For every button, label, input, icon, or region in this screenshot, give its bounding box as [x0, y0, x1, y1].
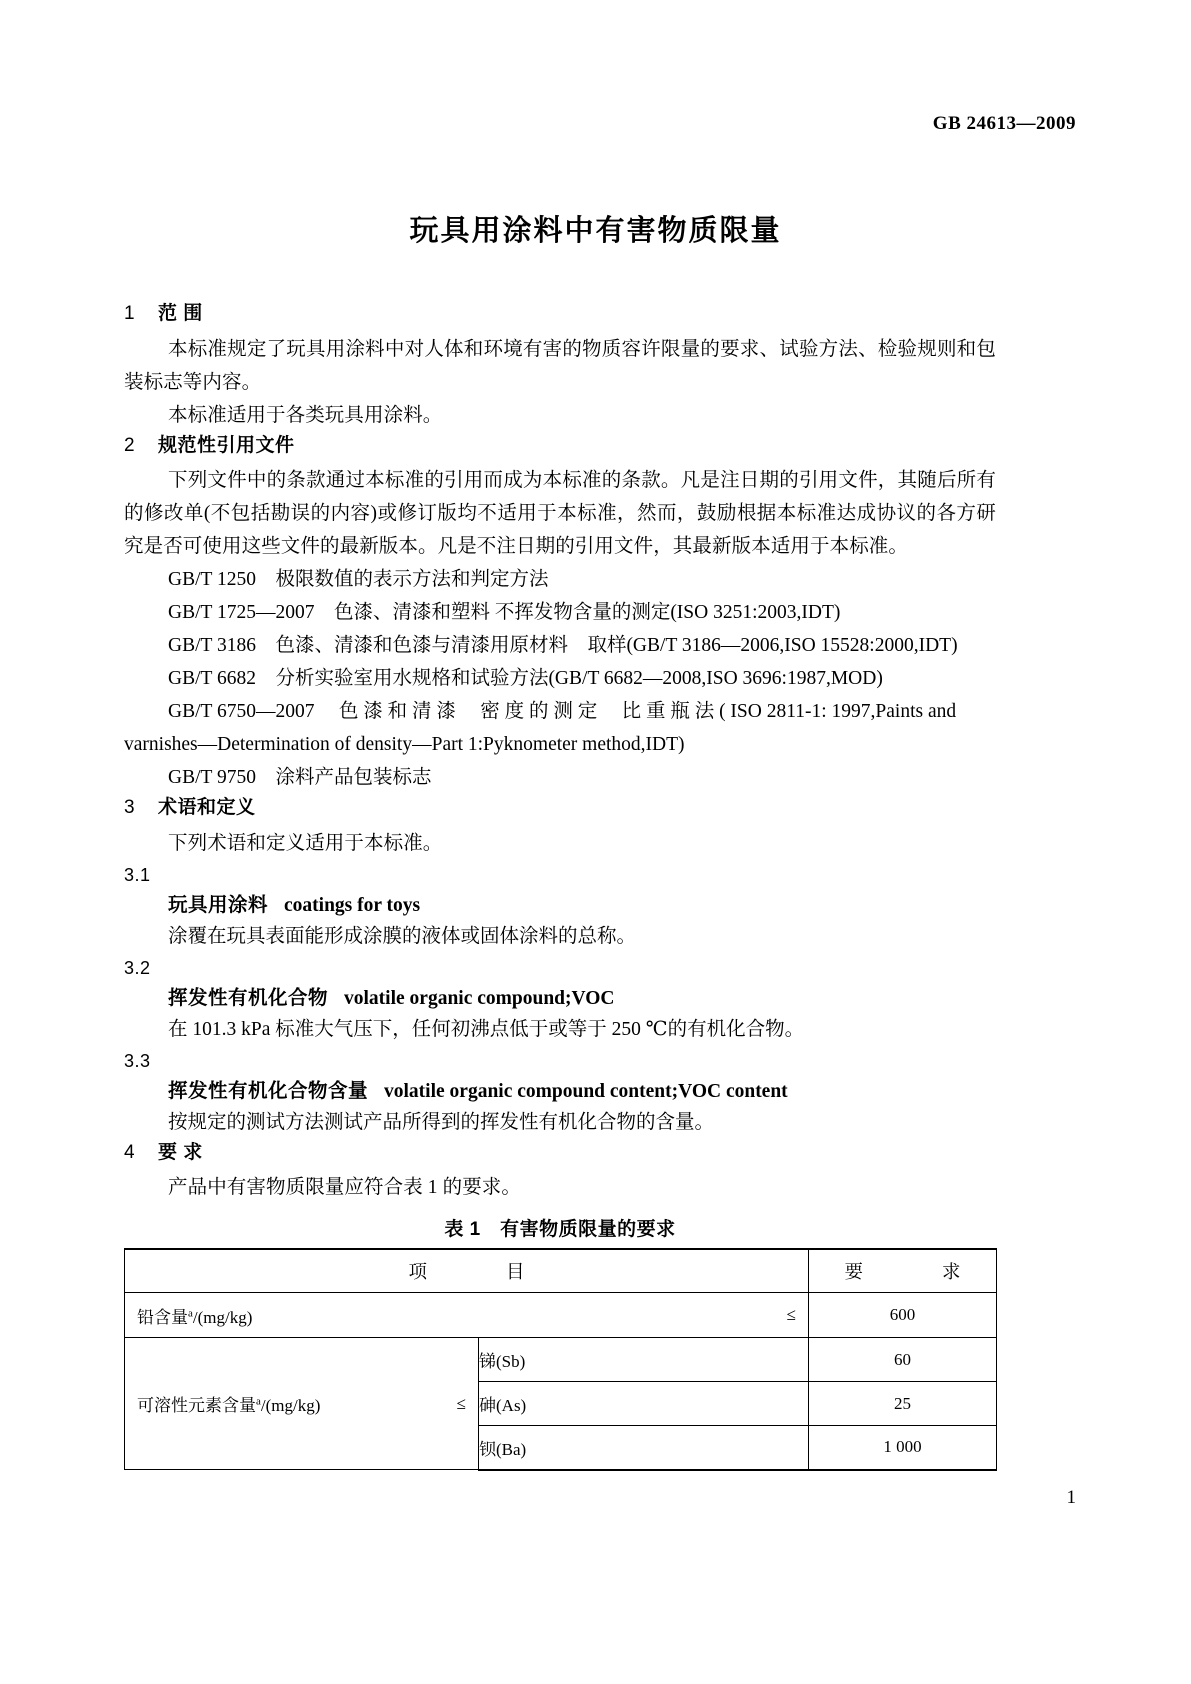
operator-soluble: ≤	[456, 1393, 466, 1413]
section-number-4: 4	[124, 1141, 136, 1163]
term-english: volatile organic compound;VOC	[344, 987, 615, 1009]
table-header-requirement: 要 求	[844, 1263, 975, 1283]
footnote-marker: a	[188, 1306, 193, 1319]
table-row	[125, 1338, 997, 1382]
clause-number-3-1: 3.1	[124, 864, 151, 885]
section-title-4: 要 求	[158, 1141, 203, 1163]
normative-reference-item: GB/T 1250 极限数值的表示方法和判定方法	[168, 569, 549, 590]
term-definition-3-1: 涂覆在玩具表面能形成涂膜的液体或固体涂料的总称。	[168, 925, 637, 947]
term-entry-3-1	[124, 890, 996, 921]
row-unit-soluble: /(mg/kg)	[260, 1396, 321, 1415]
section-2-paragraph-1: 下列文件中的条款通过本标准的引用而成为本标准的条款。凡是注日期的引用文件，其随后所有的修改单(不包括勘误的内容)或修订版均不适用于本标准，然而，鼓励根据本标准达成协议的各方研究是否可使用这些文件的最新版本。凡是不注日期的引用文件，其最新版本适用于本标准。	[124, 470, 996, 557]
section-number-3: 3	[124, 797, 136, 818]
section-heading-2	[124, 432, 996, 461]
table-header-item: 项 目	[408, 1263, 539, 1283]
table-caption: 表 1 有害物质限量的要求	[444, 1219, 676, 1240]
section-number-2: 2	[124, 434, 136, 456]
table-cell-soluble-elements	[125, 1338, 479, 1470]
harmful-substance-limits-table	[124, 1248, 997, 1471]
term-english: coatings for toys	[284, 894, 421, 916]
normative-reference-item: GB/T 3186 色漆、清漆和色漆与清漆用原材料 取样(GB/T 3186—2006,ISO 15528:2000,IDT)	[168, 635, 958, 656]
section-number-1: 1	[124, 303, 136, 324]
section-title-3: 术语和定义	[158, 797, 256, 818]
clause-number-3-3: 3.3	[124, 1050, 151, 1071]
term-definition-3-3: 按规定的测试方法测试产品所得到的挥发性有机化合物的含量。	[168, 1111, 715, 1133]
normative-reference-item: GB/T 6750—2007 色 漆 和 清 漆 密 度 的 测 定 比 重 瓶 法 ( ISO 2811-1: 1997,Paints and	[168, 701, 957, 722]
footnote-marker: a	[256, 1395, 261, 1408]
table-cell-subitem-value: 25	[809, 1382, 997, 1426]
term-chinese: 挥发性有机化合物	[168, 986, 329, 1009]
section-title-1: 范 围	[158, 303, 203, 324]
page-number: 1	[1066, 1487, 1076, 1508]
table-cell-subitem-name: 锑(Sb)	[479, 1338, 809, 1382]
section-3-paragraph-1: 下列术语和定义适用于本标准。	[168, 832, 443, 854]
operator-lead: ≤	[786, 1305, 797, 1324]
term-entry-3-3	[124, 1076, 996, 1107]
term-chinese: 玩具用涂料	[168, 893, 269, 916]
table-cell-value-lead: 600	[809, 1293, 997, 1338]
term-chinese: 挥发性有机化合物含量	[168, 1079, 369, 1102]
normative-reference-item: GB/T 6682 分析实验室用水规格和试验方法(GB/T 6682—2008,ISO 3696:1987,MOD)	[168, 668, 883, 689]
row-unit-lead: /(mg/kg)	[192, 1307, 253, 1327]
table-header-row	[125, 1249, 997, 1293]
term-entry-3-2	[124, 983, 996, 1014]
table-row	[125, 1293, 997, 1338]
table-cell-subitem-value: 1 000	[809, 1426, 997, 1470]
term-definition-3-2: 在 101.3 kPa 标准大气压下，任何初沸点低于或等于 250 ℃的有机化合物。	[168, 1018, 805, 1040]
section-title-2: 规范性引用文件	[158, 434, 295, 456]
normative-reference-item-continuation: varnishes—Determination of density—Part 1:Pyknometer method,IDT)	[124, 734, 685, 755]
normative-reference-item: GB/T 9750 涂料产品包装标志	[168, 767, 432, 788]
section-1-paragraph-1: 本标准规定了玩具用涂料中对人体和环境有害的物质容许限量的要求、试验方法、检验规则和包装标志等内容。	[124, 338, 996, 393]
row-label-soluble: 可溶性元素含量	[137, 1396, 256, 1415]
table-cell-subitem-value: 60	[809, 1338, 997, 1382]
table-cell-item-lead	[125, 1293, 809, 1338]
table-cell-subitem-name: 砷(As)	[479, 1382, 809, 1426]
page-title: 玩具用涂料中有害物质限量	[409, 215, 782, 247]
section-heading-4	[124, 1139, 996, 1168]
section-4-paragraph-1: 产品中有害物质限量应符合表 1 的要求。	[168, 1177, 522, 1198]
running-header-standard-code: GB 24613—2009	[932, 113, 1076, 134]
section-1-paragraph-2: 本标准适用于各类玩具用涂料。	[168, 404, 443, 426]
section-heading-1	[124, 300, 996, 329]
table-cell-subitem-name: 钡(Ba)	[479, 1426, 809, 1470]
document-body	[124, 300, 996, 1471]
clause-number-3-2: 3.2	[124, 957, 151, 978]
term-english: volatile organic compound content;VOC content	[384, 1080, 788, 1102]
normative-reference-item: GB/T 1725—2007 色漆、清漆和塑料 不挥发物含量的测定(ISO 3251:2003,IDT)	[168, 602, 841, 623]
section-heading-3	[124, 794, 996, 823]
row-label-lead: 铅含量	[137, 1307, 188, 1327]
